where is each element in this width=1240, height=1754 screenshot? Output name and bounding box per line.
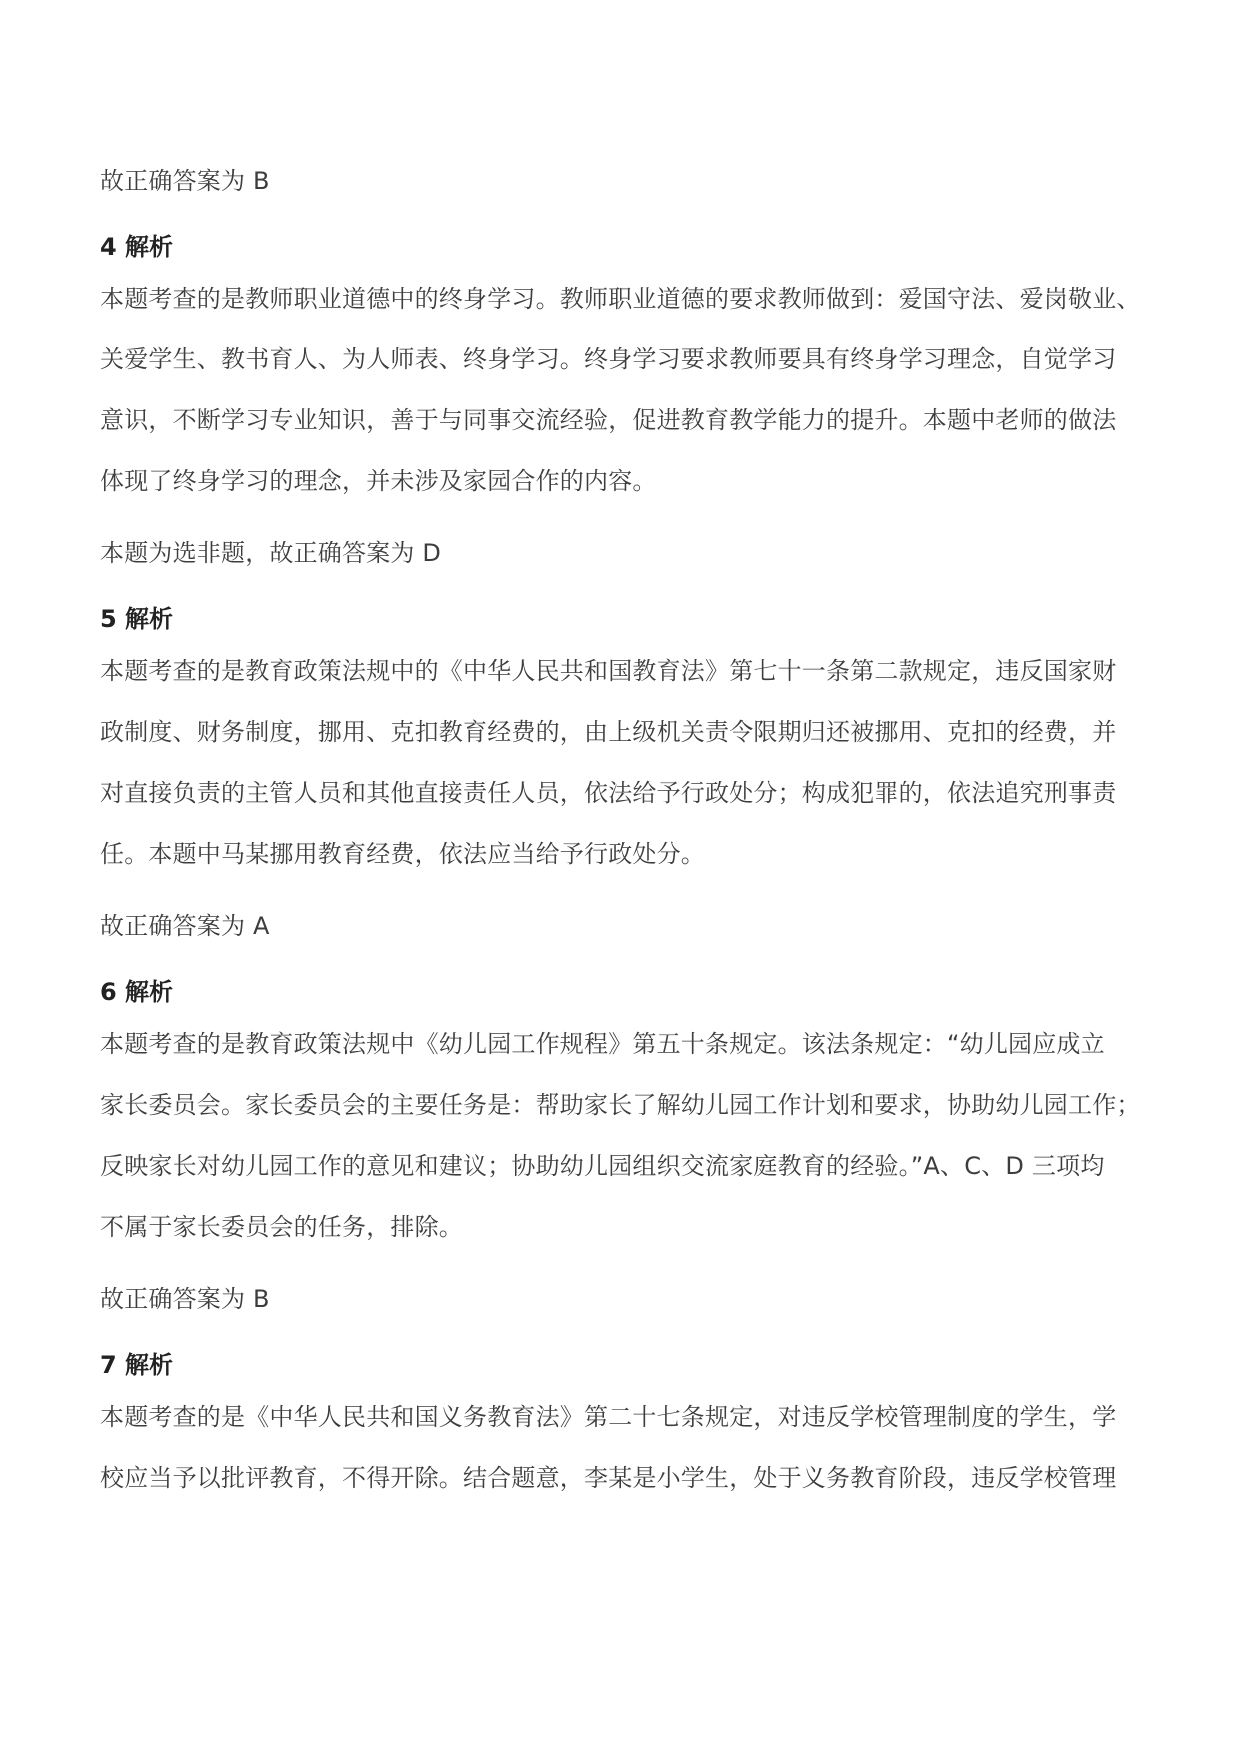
body-line: 反映家长对幼儿园工作的意见和建议；协助幼儿园组织交流家庭教育的经验。”A、C、D 三项均 [100,1152,1105,1180]
body-line: 校应当予以批评教育，不得开除。结合题意，李某是小学生，处于义务教育阶段，违反学校管理 [100,1464,1117,1492]
body-line: 关爱学生、教书育人、为人师表、终身学习。终身学习要求教师要具有终身学习理念，自觉学习 [100,345,1117,373]
answer-line-6: 故正确答案为 B [100,1285,270,1313]
answer-line-5: 故正确答案为 A [100,912,270,940]
section-heading-6: 6 解析 [100,978,174,1006]
section-heading-5: 5 解析 [100,605,174,633]
body-line: 意识，不断学习专业知识，善于与同事交流经验，促进教育教学能力的提升。本题中老师的做法 [100,406,1117,434]
section-heading-7: 7 解析 [100,1351,174,1379]
body-line: 家长委员会。家长委员会的主要任务是：帮助家长了解幼儿园工作计划和要求，协助幼儿园工作； [100,1091,1141,1119]
answer-line-4: 本题为选非题，故正确答案为 D [100,539,442,567]
body-line: 本题考查的是教师职业道德中的终身学习。教师职业道德的要求教师做到：爱国守法、爱岗敬业、 [100,285,1141,313]
body-line: 任。本题中马某挪用教育经费，依法应当给予行政处分。 [100,840,705,868]
body-line: 对直接负责的主管人员和其他直接责任人员，依法给予行政处分；构成犯罪的，依法追究刑事责 [100,779,1117,807]
body-line: 政制度、财务制度，挪用、克扣教育经费的，由上级机关责令限期归还被挪用、克扣的经费，并 [100,718,1117,746]
body-line: 本题考查的是《中华人民共和国义务教育法》第二十七条规定，对违反学校管理制度的学生，学 [100,1403,1117,1431]
section-heading-4: 4 解析 [100,233,174,261]
body-line: 体现了终身学习的理念，并未涉及家园合作的内容。 [100,467,657,495]
body-line: 不属于家长委员会的任务，排除。 [100,1213,463,1241]
body-line: 本题考查的是教育政策法规中《幼儿园工作规程》第五十条规定。该法条规定：“幼儿园应成立 [100,1030,1105,1058]
answer-line-3: 故正确答案为 B [100,167,270,195]
body-line: 本题考查的是教育政策法规中的《中华人民共和国教育法》第七十一条第二款规定，违反国家财 [100,657,1117,685]
